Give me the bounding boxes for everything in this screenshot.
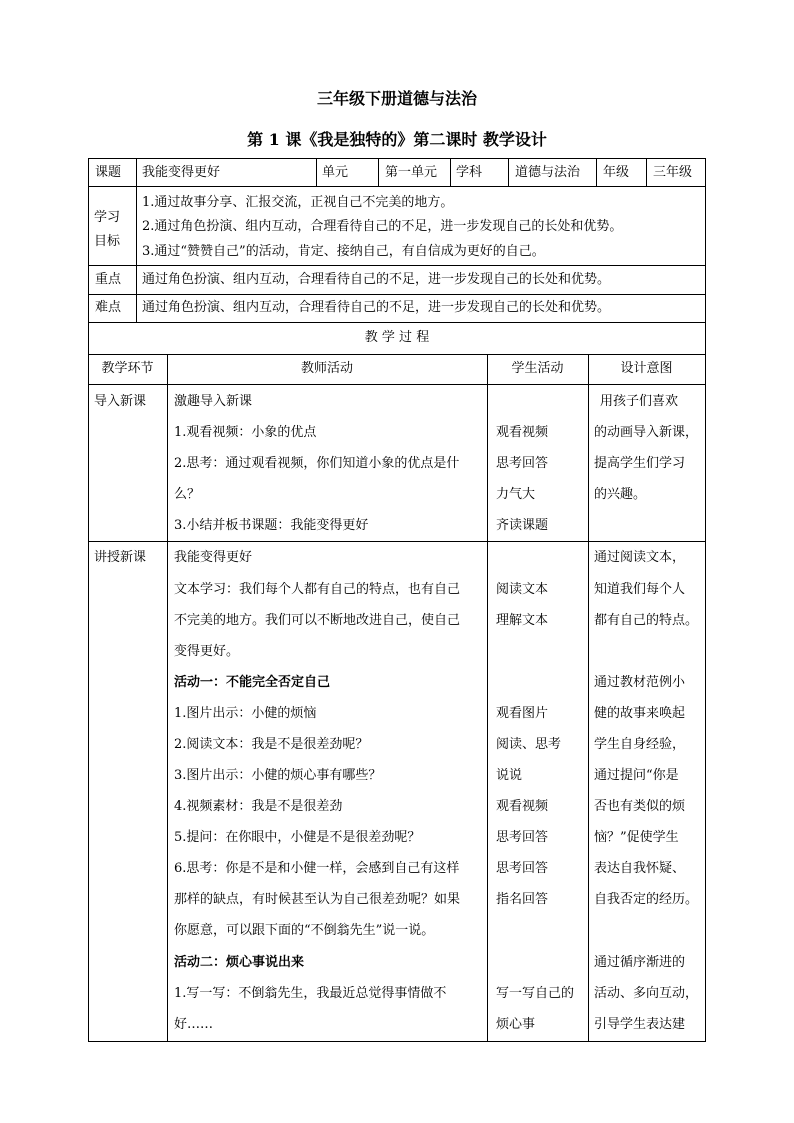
table-rule xyxy=(450,158,451,186)
intent-line: 的兴趣。 xyxy=(594,487,647,502)
topic-value: 我能变得更好 xyxy=(142,165,221,180)
objectives-label: 学习 xyxy=(94,210,121,225)
teacher-line: 文本学习：我们每个人都有自己的特点，也有自己 xyxy=(174,582,461,597)
student-line: 理解文本 xyxy=(496,613,549,628)
table-border-bottom xyxy=(88,1041,706,1042)
table-rule xyxy=(88,186,706,187)
table-rule xyxy=(508,158,509,186)
difficulty-value: 通过角色扮演、组内互动，合理看待自己的不足，进一步发现自己的长处和优势。 xyxy=(142,300,611,315)
table-rule xyxy=(588,354,589,1042)
table-border-left xyxy=(88,158,89,1042)
key-point-value: 通过角色扮演、组内互动，合理看待自己的不足，进一步发现自己的长处和优势。 xyxy=(142,272,611,287)
teacher-line: 4.视频素材：我是不是很差劲 xyxy=(174,799,343,814)
stage-cell: 导入新课 xyxy=(94,394,147,409)
table-rule xyxy=(646,158,647,186)
objective-item: 3.通过“赞赞自己”的活动，肯定、接纳自己，有自信成为更好的自己。 xyxy=(142,244,545,259)
student-line: 观看视频 xyxy=(496,425,549,440)
intent-line: 学生自身经验， xyxy=(594,737,686,752)
table-rule xyxy=(88,322,706,323)
student-line: 力气大 xyxy=(496,487,536,502)
student-line: 思考回答 xyxy=(496,456,549,471)
table-rule xyxy=(378,158,379,186)
intent-line: 自我否定的经历。 xyxy=(594,892,699,907)
intent-line: 通过循序渐进的 xyxy=(594,955,686,970)
intent-line: 通过教材范例小 xyxy=(594,675,686,690)
intent-line: 活动、多向互动， xyxy=(594,986,699,1001)
header-teacher: 教师活动 xyxy=(300,361,353,376)
intent-line: 通过提问“你是 xyxy=(594,768,679,783)
objective-item: 2.通过角色扮演、组内互动，合理看待自己的不足，进一步发现自己的长处和优势。 xyxy=(142,219,623,234)
teacher-line: 变得更好。 xyxy=(174,644,240,659)
header-stage: 教学环节 xyxy=(101,361,154,376)
student-line: 写一写自己的 xyxy=(496,986,575,1001)
student-line: 观看图片 xyxy=(496,706,549,721)
intent-line: 用孩子们喜欢 xyxy=(600,394,679,409)
teacher-line: 2.阅读文本：我是不是很差劲呢？ xyxy=(174,737,369,752)
intent-line: 恼？”促使学生 xyxy=(594,830,679,845)
teacher-line: 你愿意，可以跟下面的“不倒翁先生”说一说。 xyxy=(174,923,435,938)
table-rule xyxy=(88,354,706,355)
process-title: 教 学 过 程 xyxy=(364,330,430,345)
intent-line: 健的故事来唤起 xyxy=(594,706,686,721)
teacher-line: 我能变得更好 xyxy=(174,550,253,565)
teacher-line: 3.图片出示：小健的烦心事有哪些？ xyxy=(174,768,382,783)
stage-cell: 讲授新课 xyxy=(94,550,147,565)
objectives-label: 目标 xyxy=(94,234,121,249)
table-rule xyxy=(167,354,168,1042)
grade-label: 年级 xyxy=(603,165,630,180)
intent-line: 否也有类似的烦 xyxy=(594,799,686,814)
teacher-line: 1.观看视频：小象的优点 xyxy=(174,425,317,440)
teacher-line: 6.思考：你是不是和小健一样，会感到自己有这样 xyxy=(174,861,460,876)
teacher-line: 好…… xyxy=(174,1017,214,1032)
student-line: 齐读课题 xyxy=(496,518,549,533)
student-line: 阅读文本 xyxy=(496,582,549,597)
teacher-line: 1.图片出示：小健的烦恼 xyxy=(174,706,317,721)
table-border-right xyxy=(705,158,706,1042)
table-rule xyxy=(487,354,488,1042)
objective-item: 1.通过故事分享、汇报交流，正视自己不完美的地方。 xyxy=(142,195,454,210)
table-rule xyxy=(88,384,706,385)
teacher-line: 激趣导入新课 xyxy=(174,394,253,409)
teacher-line: 那样的缺点，有时候甚至认为自己很差劲呢？如果 xyxy=(174,892,461,907)
intent-line: 知道我们每个人 xyxy=(594,582,686,597)
activity-heading: 活动一：不能完全否定自己 xyxy=(174,675,331,690)
activity-heading: 活动二：烦心事说出来 xyxy=(174,955,305,970)
intent-line: 的动画导入新课， xyxy=(594,425,699,440)
student-line: 思考回答 xyxy=(496,861,549,876)
subject-value: 道德与法治 xyxy=(515,165,581,180)
table-rule xyxy=(88,294,706,295)
intent-line: 表达自我怀疑、 xyxy=(594,861,686,876)
page-subtitle: 第 1 课《我是独特的》第二课时 教学设计 xyxy=(247,130,547,149)
table-rule xyxy=(596,158,597,186)
intent-line: 都有自己的特点。 xyxy=(594,613,699,628)
teacher-line: 5.提问：在你眼中，小健是不是很差劲呢？ xyxy=(174,830,421,845)
table-rule xyxy=(88,265,706,266)
unit-label: 单元 xyxy=(322,165,349,180)
student-line: 指名回答 xyxy=(496,892,549,907)
student-line: 说说 xyxy=(496,768,523,783)
table-rule xyxy=(136,158,137,323)
difficulty-label: 难点 xyxy=(95,300,122,315)
student-line: 阅读、思考 xyxy=(496,737,562,752)
intent-line: 通过阅读文本， xyxy=(594,550,686,565)
subject-label: 学科 xyxy=(456,165,483,180)
student-line: 观看视频 xyxy=(496,799,549,814)
teacher-line: 3.小结并板书课题：我能变得更好 xyxy=(174,518,369,533)
grade-value: 三年级 xyxy=(653,165,693,180)
student-line: 思考回答 xyxy=(496,830,549,845)
teacher-line: 不完美的地方。我们可以不断地改进自己，使自己 xyxy=(174,613,461,628)
intent-line: 引导学生表达建 xyxy=(594,1017,686,1032)
table-border-top xyxy=(88,158,706,159)
intent-line: 提高学生们学习 xyxy=(594,456,686,471)
topic-label: 课题 xyxy=(95,165,122,180)
key-point-label: 重点 xyxy=(95,272,122,287)
table-rule xyxy=(88,541,706,542)
page-title: 三年级下册道德与法治 xyxy=(316,89,477,108)
table-rule xyxy=(316,158,317,186)
teacher-line: 1.写一写：不倒翁先生，我最近总觉得事情做不 xyxy=(174,986,447,1001)
student-line: 烦心事 xyxy=(496,1017,536,1032)
header-intent: 设计意图 xyxy=(620,361,673,376)
header-student: 学生活动 xyxy=(511,361,564,376)
unit-value: 第一单元 xyxy=(385,165,438,180)
teacher-line: 么？ xyxy=(174,487,201,502)
teacher-line: 2.思考：通过观看视频，你们知道小象的优点是什 xyxy=(174,456,460,471)
